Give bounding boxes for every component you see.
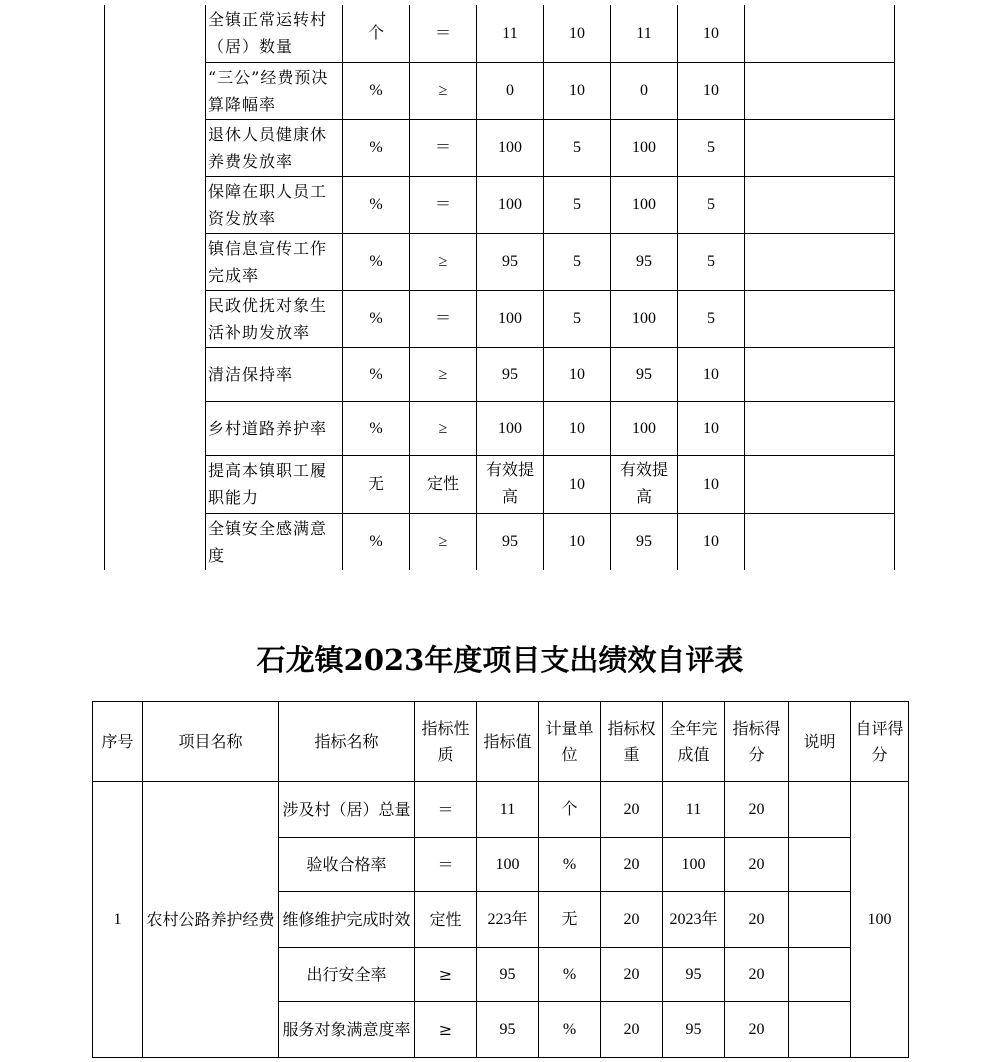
operator: ≥ — [410, 233, 477, 290]
operator: ＝ — [410, 119, 477, 176]
note — [789, 1002, 851, 1058]
target-value: 95 — [477, 233, 544, 290]
note — [745, 233, 895, 290]
note — [745, 290, 895, 347]
indicator-nature: 定性 — [415, 892, 477, 948]
header-seq: 序号 — [93, 702, 143, 782]
weight: 5 — [544, 290, 611, 347]
header-self-score: 自评得分 — [851, 702, 909, 782]
score: 5 — [678, 233, 745, 290]
target-value: 有效提高 — [477, 455, 544, 513]
indicator-value: 95 — [477, 948, 539, 1002]
operator: ＝ — [410, 290, 477, 347]
weight: 20 — [601, 892, 663, 948]
unit: 无 — [539, 892, 601, 948]
note — [789, 892, 851, 948]
table-row — [105, 401, 895, 455]
header-unit: 计量单位 — [539, 702, 601, 782]
note — [789, 948, 851, 1002]
indicator-name: 验收合格率 — [279, 838, 415, 892]
actual-value: 11 — [663, 782, 725, 838]
unit: % — [343, 176, 410, 233]
target-value: 100 — [477, 176, 544, 233]
header-note: 说明 — [789, 702, 851, 782]
score: 5 — [678, 290, 745, 347]
operator: ＝ — [410, 176, 477, 233]
actual-value: 95 — [611, 347, 678, 401]
score: 10 — [678, 347, 745, 401]
score: 20 — [725, 948, 789, 1002]
table-row — [105, 5, 895, 62]
score: 5 — [678, 119, 745, 176]
unit: % — [343, 119, 410, 176]
target-value: 100 — [477, 401, 544, 455]
note — [745, 5, 895, 62]
header-indicator-name: 指标名称 — [279, 702, 415, 782]
target-value: 95 — [477, 513, 544, 570]
operator: ＝ — [410, 5, 477, 62]
table-row — [105, 347, 895, 401]
indicator-name: 保障在职人员工资发放率 — [206, 176, 343, 233]
target-value: 11 — [477, 5, 544, 62]
indicator-value: 11 — [477, 782, 539, 838]
weight: 10 — [544, 455, 611, 513]
unit: % — [343, 233, 410, 290]
note — [789, 838, 851, 892]
actual-value: 100 — [611, 290, 678, 347]
actual-value: 2023年 — [663, 892, 725, 948]
table-row — [105, 513, 895, 570]
weight: 10 — [544, 347, 611, 401]
indicator-nature: ≥ — [415, 948, 477, 1002]
note — [789, 782, 851, 838]
indicator-name: 出行安全率 — [279, 948, 415, 1002]
header-project-name: 项目名称 — [143, 702, 279, 782]
unit: 个 — [539, 782, 601, 838]
weight: 5 — [544, 233, 611, 290]
unit: 无 — [343, 455, 410, 513]
score: 10 — [678, 5, 745, 62]
indicator-name: 全镇安全感满意度 — [206, 513, 343, 570]
table-row — [93, 782, 909, 838]
weight: 20 — [601, 838, 663, 892]
header-score: 指标得分 — [725, 702, 789, 782]
target-value: 100 — [477, 290, 544, 347]
header-indicator-nature: 指标性质 — [415, 702, 477, 782]
indicator-name: 清洁保持率 — [206, 347, 343, 401]
header-weight: 指标权重 — [601, 702, 663, 782]
weight: 5 — [544, 176, 611, 233]
note — [745, 513, 895, 570]
weight: 10 — [544, 62, 611, 119]
score: 20 — [725, 782, 789, 838]
indicator-nature: ＝ — [415, 838, 477, 892]
unit: % — [343, 347, 410, 401]
project-self-evaluation-table — [92, 701, 909, 1058]
unit: % — [343, 62, 410, 119]
actual-value: 95 — [663, 1002, 725, 1058]
score: 5 — [678, 176, 745, 233]
score: 10 — [678, 62, 745, 119]
unit: % — [539, 838, 601, 892]
project-name: 农村公路养护经费 — [143, 782, 279, 1058]
actual-value: 100 — [611, 401, 678, 455]
score: 10 — [678, 455, 745, 513]
table-row — [105, 455, 895, 513]
operator: ≥ — [410, 347, 477, 401]
actual-value: 11 — [611, 5, 678, 62]
header-actual: 全年完成值 — [663, 702, 725, 782]
table-row — [105, 62, 895, 119]
weight: 20 — [601, 782, 663, 838]
target-value: 95 — [477, 347, 544, 401]
indicator-value: 95 — [477, 1002, 539, 1058]
category-blank-cell — [105, 5, 206, 570]
indicator-nature: ＝ — [415, 782, 477, 838]
unit: 个 — [343, 5, 410, 62]
indicator-value: 100 — [477, 838, 539, 892]
operator: ≥ — [410, 401, 477, 455]
target-value: 0 — [477, 62, 544, 119]
header-indicator-value: 指标值 — [477, 702, 539, 782]
operator: ≥ — [410, 513, 477, 570]
indicator-name: 服务对象满意度率 — [279, 1002, 415, 1058]
actual-value: 0 — [611, 62, 678, 119]
weight: 10 — [544, 5, 611, 62]
note — [745, 455, 895, 513]
indicator-name: 提高本镇职工履职能力 — [206, 455, 343, 513]
actual-value: 有效提高 — [611, 455, 678, 513]
actual-value: 95 — [611, 233, 678, 290]
indicator-name: 民政优抚对象生活补助发放率 — [206, 290, 343, 347]
operator: ≥ — [410, 62, 477, 119]
note — [745, 401, 895, 455]
note — [745, 176, 895, 233]
unit: % — [343, 401, 410, 455]
actual-value: 100 — [663, 838, 725, 892]
actual-value: 100 — [611, 176, 678, 233]
indicator-name: 涉及村（居）总量 — [279, 782, 415, 838]
weight: 20 — [601, 1002, 663, 1058]
seq-number: 1 — [93, 782, 143, 1058]
target-value: 100 — [477, 119, 544, 176]
score: 20 — [725, 892, 789, 948]
unit: % — [343, 513, 410, 570]
indicator-name: 镇信息宣传工作完成率 — [206, 233, 343, 290]
note — [745, 62, 895, 119]
indicator-nature: ≥ — [415, 1002, 477, 1058]
page-title: 石龙镇2023年度项目支出绩效自评表 — [256, 643, 744, 677]
weight: 5 — [544, 119, 611, 176]
note — [745, 347, 895, 401]
actual-value: 95 — [663, 948, 725, 1002]
indicator-name: 全镇正常运转村（居）数量 — [206, 5, 343, 62]
header-row — [93, 702, 909, 782]
indicator-name: 乡村道路养护率 — [206, 401, 343, 455]
unit: % — [539, 1002, 601, 1058]
score: 10 — [678, 401, 745, 455]
table-row — [105, 290, 895, 347]
table-row — [105, 176, 895, 233]
self-score: 100 — [851, 782, 909, 1058]
performance-indicator-table-top — [104, 5, 895, 570]
score: 10 — [678, 513, 745, 570]
indicator-value: 223年 — [477, 892, 539, 948]
unit: % — [539, 948, 601, 1002]
table-row — [105, 119, 895, 176]
indicator-name: 维修维护完成时效 — [279, 892, 415, 948]
actual-value: 100 — [611, 119, 678, 176]
score: 20 — [725, 838, 789, 892]
weight: 10 — [544, 513, 611, 570]
unit: % — [343, 290, 410, 347]
operator: 定性 — [410, 455, 477, 513]
indicator-name: 退休人员健康休养费发放率 — [206, 119, 343, 176]
note — [745, 119, 895, 176]
table-row — [105, 233, 895, 290]
weight: 20 — [601, 948, 663, 1002]
weight: 10 — [544, 401, 611, 455]
score: 20 — [725, 1002, 789, 1058]
actual-value: 95 — [611, 513, 678, 570]
indicator-name: “三公”经费预决算降幅率 — [206, 62, 343, 119]
